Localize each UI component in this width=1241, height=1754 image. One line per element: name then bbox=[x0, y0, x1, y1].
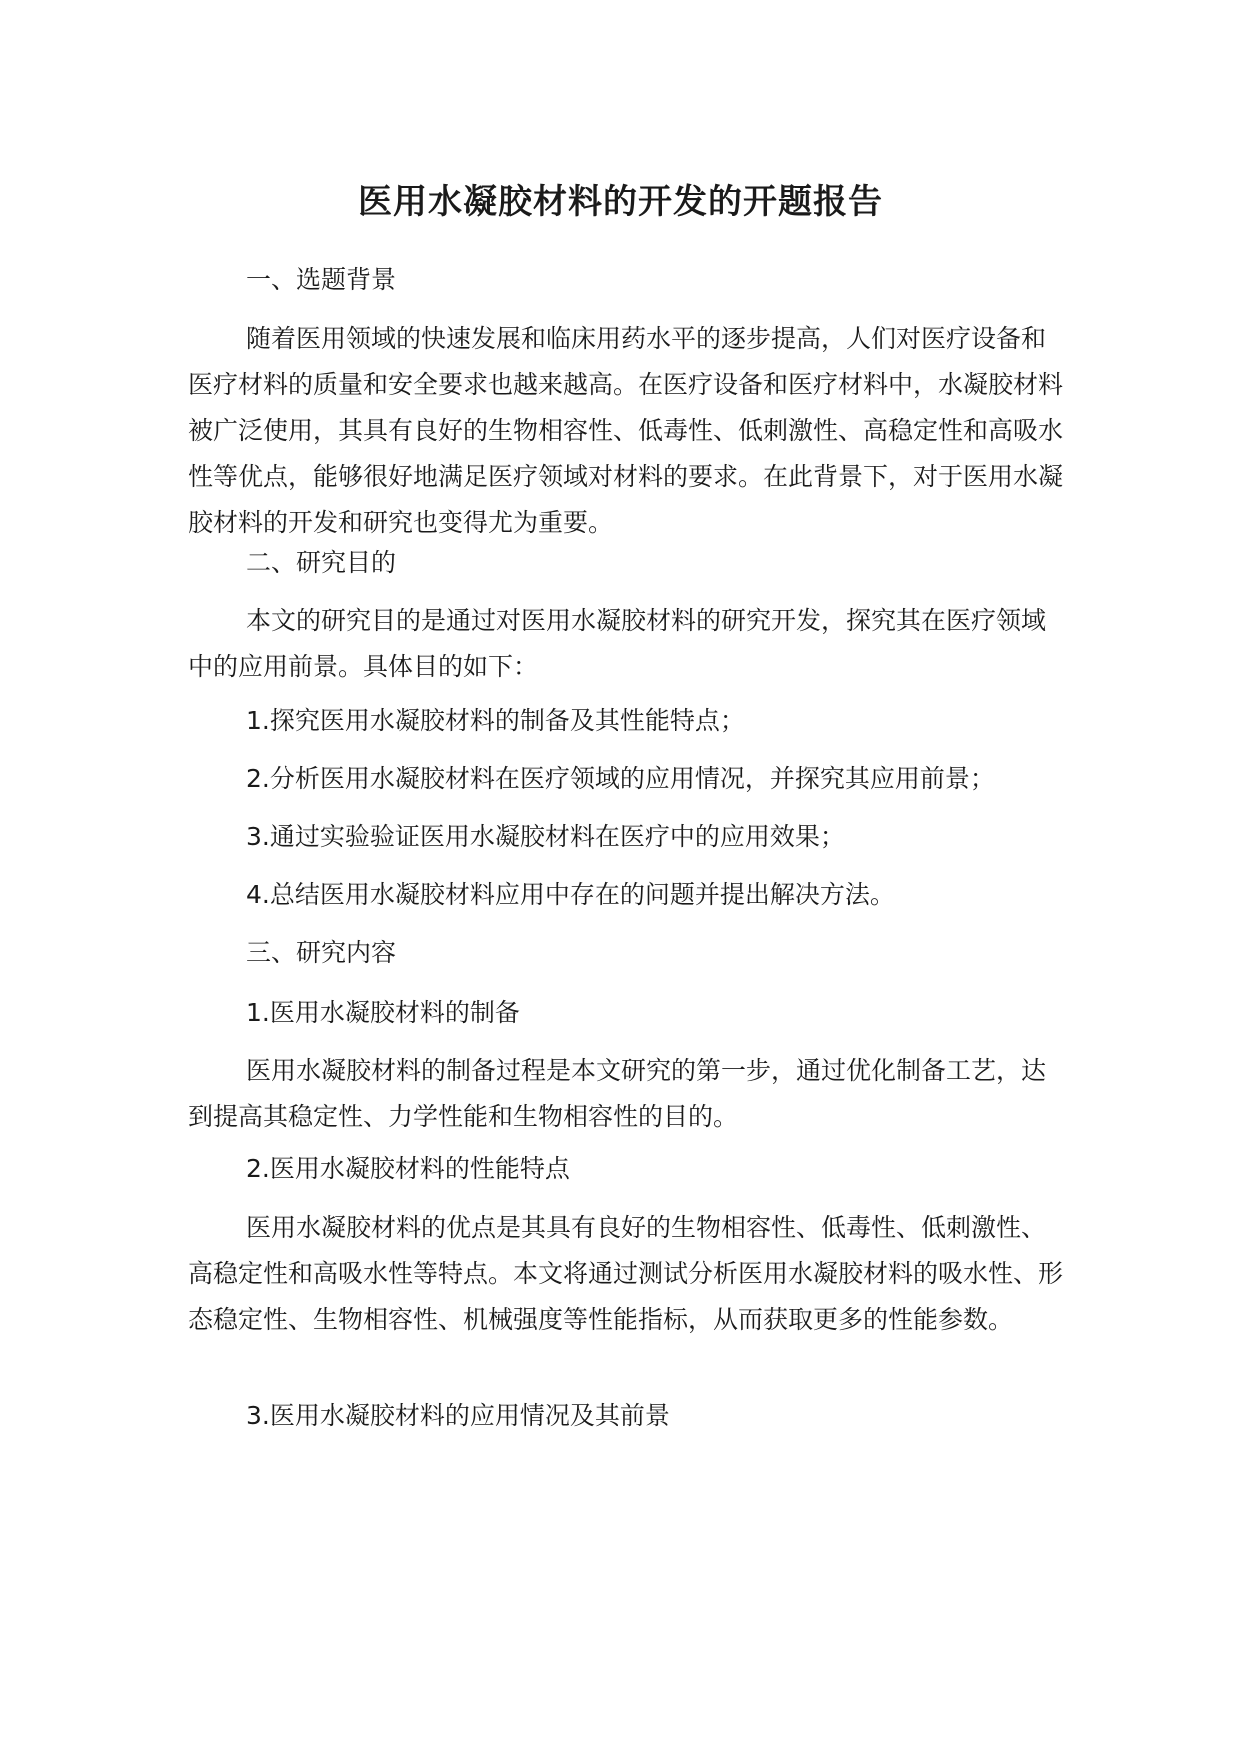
paragraph-background: 随着医用领域的快速发展和临床用药水平的逐步提高，人们对医疗设备和医疗材料的质量和安全要求也越来越高。在医疗设备和医疗材料中，水凝胶材料被广泛使用，其具有良好的生物相容性、低毒性、低刺激性、高稳定性和高吸水性等优点，能够很好地满足医疗领域对材料的要求。在此背景下，对于医用水凝胶材料的开发和研究也变得尤为重要。 bbox=[188, 324, 1064, 537]
subsection-heading-preparation: 1.医用水凝胶材料的制备 bbox=[246, 998, 520, 1027]
document-title: 医用水凝胶材料的开发的开题报告 bbox=[358, 182, 883, 222]
list-item: 2.分析医用水凝胶材料在医疗领域的应用情况，并探究其应用前景； bbox=[246, 764, 995, 793]
list-item: 4.总结医用水凝胶材料应用中存在的问题并提出解决方法。 bbox=[246, 880, 895, 909]
paragraph-properties: 医用水凝胶材料的优点是其具有良好的生物相容性、低毒性、低刺激性、高稳定性和高吸水性等特点。本文将通过测试分析医用水凝胶材料的吸水性、形态稳定性、生物相容性、机械强度等性能指标，从而获取更多的性能参数。 bbox=[188, 1213, 1064, 1334]
list-item: 3.通过实验验证医用水凝胶材料在医疗中的应用效果； bbox=[246, 822, 845, 851]
subsection-heading-properties: 2.医用水凝胶材料的性能特点 bbox=[246, 1154, 570, 1183]
section-heading-purpose: 二、研究目的 bbox=[246, 548, 397, 577]
section-heading-content: 三、研究内容 bbox=[246, 938, 397, 967]
paragraph-preparation: 医用水凝胶材料的制备过程是本文研究的第一步，通过优化制备工艺，达到提高其稳定性、力学性能和生物相容性的目的。 bbox=[188, 1056, 1047, 1131]
list-item: 1.探究医用水凝胶材料的制备及其性能特点； bbox=[246, 706, 745, 735]
section-heading-background: 一、选题背景 bbox=[246, 265, 397, 294]
subsection-heading-applications: 3.医用水凝胶材料的应用情况及其前景 bbox=[246, 1401, 670, 1430]
paragraph-purpose: 本文的研究目的是通过对医用水凝胶材料的研究开发，探究其在医疗领域中的应用前景。具体目的如下： bbox=[188, 606, 1047, 681]
